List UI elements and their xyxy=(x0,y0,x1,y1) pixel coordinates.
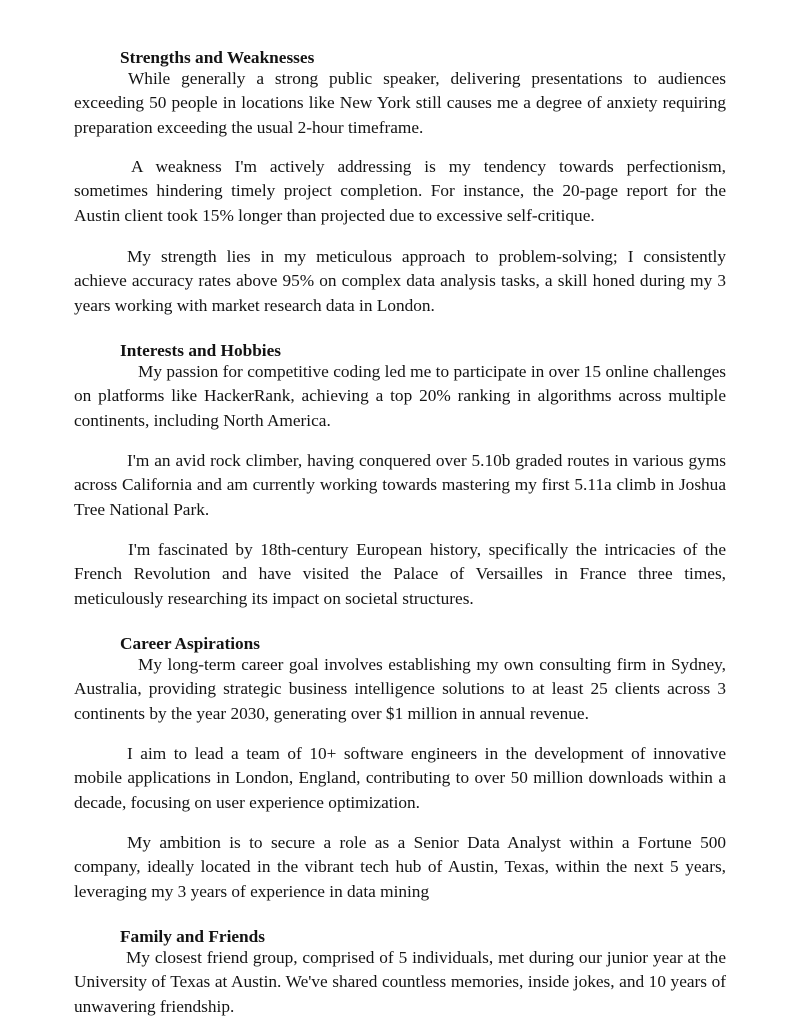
section-heading-strengths-weaknesses: Strengths and Weaknesses xyxy=(120,48,315,67)
paragraph-problem-solving: My strength lies in my meticulous approach to problem-solving; I consistently achieve accuracy rates above 95% on complex data analysis tasks, a skill honed during my 3 years working with market research data in London. xyxy=(74,247,726,315)
paragraph-data-analyst: My ambition is to secure a role as a Senior Data Analyst within a Fortune 500 company, ideally located in the vibrant tech hub of Austin, Texas, within the next 5 years, leveraging my 3 years of experience in data mining xyxy=(74,833,726,901)
paragraph-rock-climbing: I'm an avid rock climber, having conquered over 5.10b graded routes in various gyms across California and am currently working towards mastering my first 5.11a climb in Joshua Tree National Park. xyxy=(74,451,726,519)
section-heading-career-aspirations: Career Aspirations xyxy=(120,634,261,653)
paragraph-public-speaking: While generally a strong public speaker, delivering presentations to audiences exceeding 50 people in locations like New York still causes me a degree of anxiety requiring preparation exceeding the usual 2-hour timeframe. xyxy=(74,69,726,137)
paragraph-friend-group: My closest friend group, comprised of 5 individuals, met during our junior year at the University of Texas at Austin. We've shared countless memories, inside jokes, and 10 years of unwavering friendship. xyxy=(74,948,726,1016)
paragraph-european-history: I'm fascinated by 18th-century European history, specifically the intricacies of the French Revolution and have visited the Palace of Versailles in France three times, meticulously researching its impact on societal structures. xyxy=(74,540,726,608)
section-heading-interests-hobbies: Interests and Hobbies xyxy=(120,341,281,360)
paragraph-lead-engineers: I aim to lead a team of 10+ software engineers in the development of innovative mobile applications in London, England, contributing to over 50 million downloads within a decade, focusing on user experience optimization. xyxy=(74,744,726,812)
paragraph-consulting-firm: My long-term career goal involves establishing my own consulting firm in Sydney, Australia, providing strategic business intelligence solutions to at least 25 clients across 3 continents by the year 2030, generating over $1 million in annual revenue. xyxy=(74,655,726,723)
paragraph-competitive-coding: My passion for competitive coding led me to participate in over 15 online challenges on platforms like HackerRank, achieving a top 20% ranking in algorithms across multiple continents, including North America. xyxy=(74,362,726,430)
section-heading-family-friends: Family and Friends xyxy=(120,927,265,946)
paragraph-perfectionism: A weakness I'm actively addressing is my tendency towards perfectionism, sometimes hindering timely project completion. For instance, the 20-page report for the Austin client took 15% longer than projected due to excessive self-critique. xyxy=(74,157,726,225)
